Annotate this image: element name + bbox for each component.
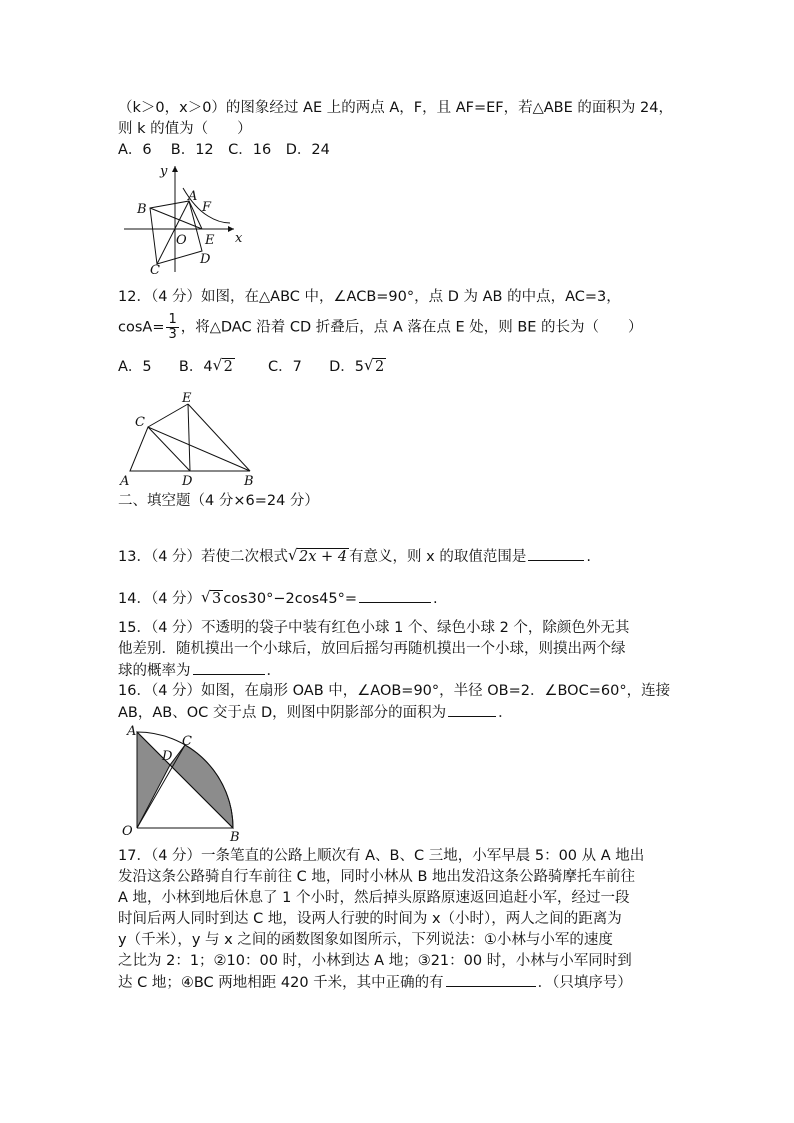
q17-line3: A 地，小林到地后休息了 1 个小时，然后掉头原路原速返回追赶小军，经过一段: [118, 890, 630, 906]
q11-label-y: y: [160, 164, 168, 179]
q15-line1: 15．（4 分）不透明的袋子中装有红色小球 1 个、绿色小球 2 个，除颜色外无其: [118, 620, 630, 636]
q12-cos-prefix: cosA=: [118, 319, 165, 336]
q15-line2: 他差别．随机摸出一个小球后，放回后摇匀再随机摸出一个小球，则摸出两个绿: [118, 641, 626, 657]
q15-answer-blank[interactable]: [193, 660, 265, 675]
q12-label-A: A: [120, 474, 130, 488]
q12-label-C: C: [135, 415, 145, 430]
q15-end: ．: [266, 663, 281, 679]
q17-line7: [118, 972, 632, 994]
q16-label-O: O: [122, 824, 133, 839]
q16-label-A: A: [127, 724, 137, 739]
q16-label-C: C: [182, 734, 192, 749]
q17-line7-prefix: 达 C 地；④BC 两地相距 420 千米，其中正确的有: [118, 975, 444, 991]
q16-figure: [118, 722, 253, 844]
q12-segment-CE: [148, 404, 188, 427]
q17-line4: 时间后两人同时到达 C 地，设两人行驶的时间为 x（小时），两人之间的距离为: [118, 911, 622, 927]
q16-line2-prefix: AB，AB、OC 交于点 D，则图中阴影部分的面积为: [118, 705, 447, 721]
q14-expr: cos30°−2cos45°=: [223, 591, 358, 607]
q11-label-A: A: [188, 189, 198, 204]
q14-sqrt: √ 3: [201, 588, 222, 607]
q15-line3: [118, 660, 281, 682]
q11-stem-line1: （k＞0，x＞0）的图象经过 AE 上的两点 A，F，且 AF=EF，若△ABE 的面积为 24，: [118, 100, 673, 116]
q12-label-B: B: [244, 474, 254, 488]
q13-sqrt: √ 2x + 4: [288, 546, 348, 565]
q11-label-C: C: [150, 263, 160, 278]
q14-answer-blank[interactable]: [359, 588, 431, 603]
q11-figure: [120, 160, 255, 278]
section2-title: 二、填空题（4 分×6=24 分）: [118, 493, 319, 509]
q16-line2: [118, 702, 513, 724]
q17-line1: 17．（4 分）一条笔直的公路上顺次有 A、B、C 三地，小军早晨 5：00 从 A 地出: [118, 848, 645, 864]
q12-option-a: A．5: [118, 359, 152, 375]
q12-option-c: C．7: [268, 359, 302, 375]
q16-label-B: B: [230, 830, 240, 844]
q12-segment-CD: [148, 427, 190, 471]
q16-label-D: D: [162, 749, 173, 764]
q16-line1: 16．（4 分）如图，在扇形 OAB 中，∠AOB=90°，半径 OB=2．∠BOC=60°，连接: [118, 683, 671, 699]
q13: [118, 546, 591, 568]
q12-option-b-radicand: 2: [223, 359, 233, 375]
q11-stem-line2: 则 k 的值为（ ）: [118, 121, 252, 137]
q12-option-d-prefix: D．5: [329, 359, 364, 375]
q11-label-O: O: [176, 233, 187, 248]
q15-line3-prefix: 球的概率为: [118, 663, 191, 679]
q12-cos-denominator: 3: [168, 327, 177, 342]
q17-line6: 之比为 2：1；②10：00 时，小林到达 A 地；③21：00 时，小林与小军同时到: [118, 953, 632, 969]
q14: [118, 588, 438, 610]
q12-cos-fraction: [166, 313, 178, 342]
q14-end: .: [433, 591, 438, 607]
q12-option-d-radicand: 2: [374, 359, 385, 375]
q12-option-b-prefix: B．4: [178, 359, 213, 375]
q12-segment-EB: [188, 404, 250, 471]
q12-label-D: D: [182, 474, 193, 488]
q11-label-x: x: [235, 231, 243, 246]
q13-prefix: 13．（4 分）若使二次根式: [118, 549, 289, 565]
q12-option-d-sqrt: √ 2: [363, 356, 385, 375]
q17-answer-blank[interactable]: [446, 972, 536, 987]
q12-stem-rest: ，将△DAC 沿着 CD 折叠后，点 A 落在点 E 处，则 BE 的长为（ ）: [180, 319, 643, 336]
q13-end: .: [586, 549, 591, 565]
q12-cos-numerator: 1: [168, 312, 177, 327]
q12-stem-line1: 12．（4 分）如图，在△ABC 中，∠ACB=90°，点 D 为 AB 的中点，AC=3，: [118, 289, 621, 305]
q11-label-F: F: [202, 200, 212, 215]
q12-label-E: E: [182, 391, 192, 406]
q16-end: ．: [498, 705, 513, 721]
q14-radicand: 3: [212, 591, 222, 607]
q17-line5: y（千米），y 与 x 之间的函数图象如图所示，下列说法：①小林与小军的速度: [118, 932, 613, 948]
q11-options: A．6 B．12 C．16 D．24: [118, 142, 330, 158]
q12-options: [118, 357, 386, 378]
q14-prefix: 14．（4 分）: [118, 591, 202, 607]
q12-segment-ED: [188, 404, 190, 471]
q13-answer-blank[interactable]: [528, 546, 584, 561]
q12-option-b-sqrt: √ 2: [212, 356, 233, 375]
q11-label-E: E: [205, 233, 215, 248]
q13-radicand: 2x + 4: [299, 549, 348, 565]
q11-label-B: B: [137, 202, 147, 217]
q16-answer-blank[interactable]: [448, 702, 496, 717]
q13-suffix: 有意义，则 x 的取值范围是: [349, 549, 527, 565]
q17-line7-suffix: ．（只填序号）: [537, 975, 632, 991]
q17-line2: 发沿这条公路骑自行车前往 C 地，同时小林从 B 地出发沿这条公路骑摩托车前往: [118, 869, 636, 885]
q12-figure: [118, 390, 268, 488]
q11-label-D: D: [200, 252, 211, 267]
q12-stem-line2: [118, 313, 643, 342]
